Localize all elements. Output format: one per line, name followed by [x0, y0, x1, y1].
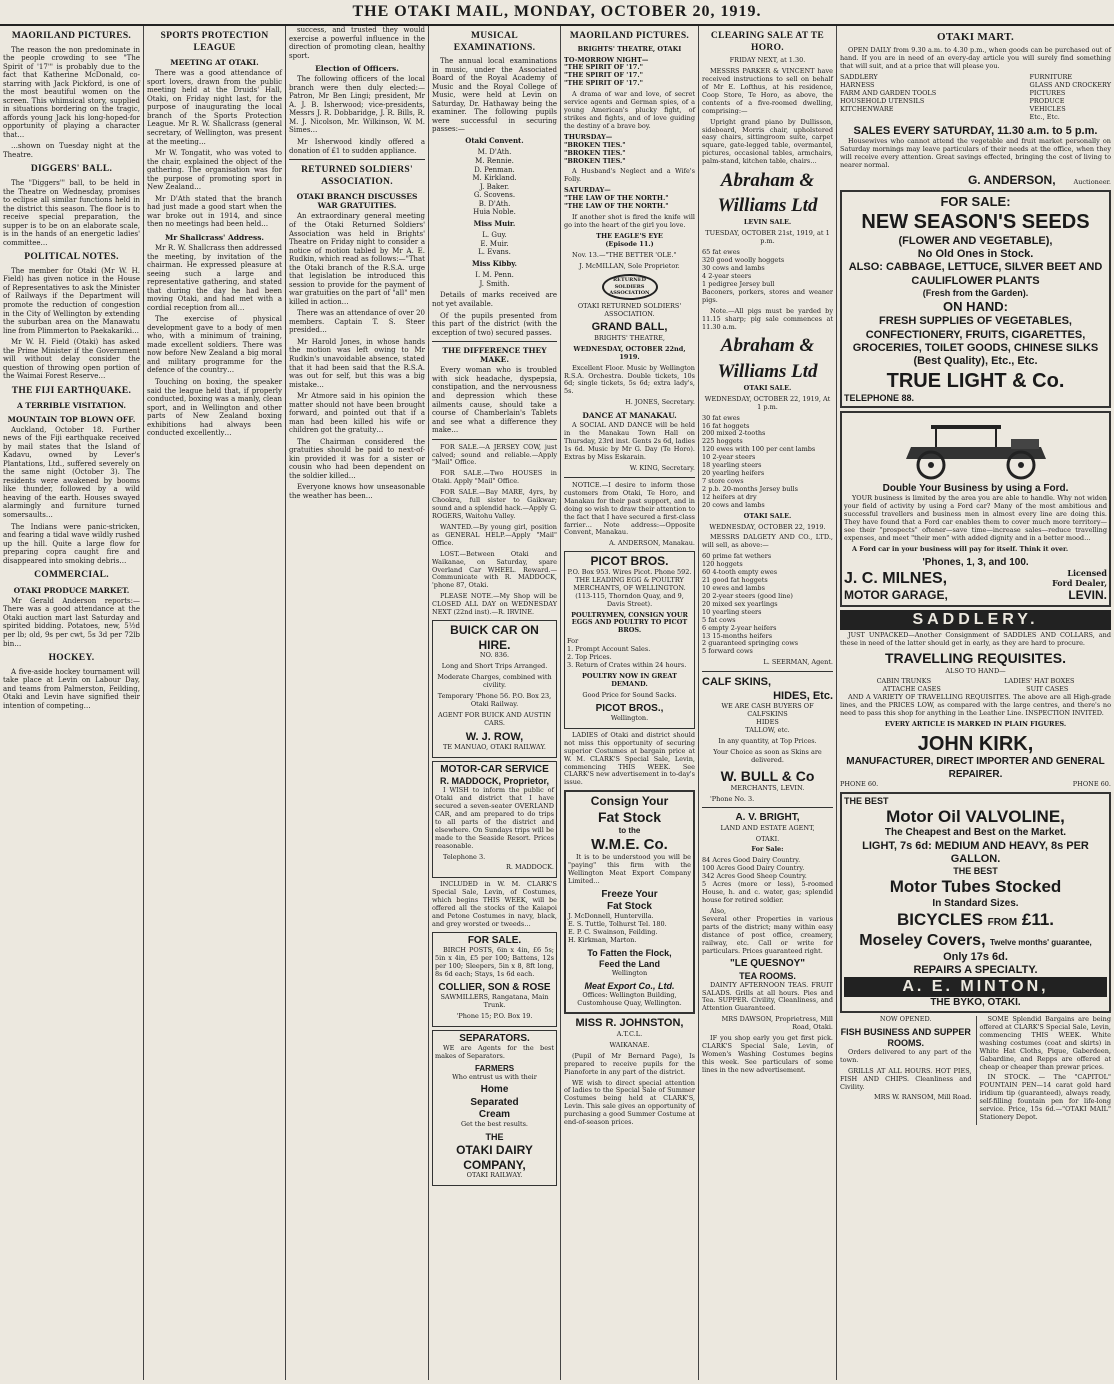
ad-title: SALES EVERY SATURDAY, 11.30 a.m. to 5 p.m. — [853, 124, 1098, 137]
subhead: MEETING AT OTAKI. — [170, 58, 259, 68]
subhead: MOUNTAIN TOP BLOWN OFF. — [7, 414, 136, 424]
ad-line: No Old Ones in Stock. — [917, 248, 1034, 261]
article-text: Touching on boxing, the speaker said the league held that, if properly conducted, boxing was a manly, clean sport, and in Wellington and other parts of New Zealand boxing exhibitions had always been conducted excellently… — [147, 377, 282, 438]
ad-motor-car-service — [432, 761, 557, 878]
ad-text: In any quantity, at Top Prices. — [718, 736, 817, 745]
ad-text: LEVIN SALE. — [743, 218, 792, 227]
ad-line: LIGHT, 7s 6d: MEDIUM AND HEAVY, 8s PER GALLON. — [862, 839, 1089, 865]
divider — [564, 477, 695, 478]
ad-signature: L. SEERMAN, Agent. — [763, 658, 833, 667]
ad-text: Temporary 'Phone 56. P.O. Box 23, Otaki Railway. — [437, 692, 552, 708]
column-1 — [0, 26, 143, 1380]
headline-musical-exams: MUSICAL EXAMINATIONS. — [453, 31, 536, 53]
classified-ad: FOR SALE.—Bay MARE, 4yrs, by Chookra, full sister to Gaikwar; sound and a splendid hack.—Apply G. ROGERS, Waitohu Valley. — [432, 488, 557, 520]
ad-text: P.O. Box 953. Wires Picot. Phone 592. THE LEADING EGG & POULTRY MERCHANTS, OF WELLINGTON. (113-115, Thorndon Quay, and 9, Davis Street). — [567, 567, 692, 608]
subhead: THE DIFFERENCE THEY MAKE. — [442, 346, 547, 365]
article-text: The "Diggers'" ball, to be held in the Theatre on Wednesday, promises to eclipse all similar functions held in the district this season. The floor is to receive special preparation, the supper is to be on an elaborate scale, is in the hands of an energetic ladies' committee… — [3, 179, 140, 247]
ad-name: OTAKI DAIRY — [456, 1142, 533, 1157]
classified-ad: IF you shop early you get first pick. CLARK'S Special Sale, Levin, of Women's Washing Costumes begins this week. See particulars of some lines in the new advertisement. — [702, 1034, 833, 1074]
ad-text: JUST UNPACKED—Another Consignment of SADDLES AND COLLARS, and these in need of the latter should get in early, as they are hard to procure. — [840, 630, 1111, 647]
ad-line: £11. — [1021, 910, 1055, 930]
abraham-williams-logo: Abraham & — [720, 335, 815, 357]
classified-ad: WE wish to direct special attention of ladies to the Special Sale of Summer Costumes being held at CLARK'S, Levin. This sale gives an opportunity of purchasing a good Summer Costume at end-of-season prices. — [564, 1078, 695, 1127]
ad-line: THE BEST — [844, 795, 889, 806]
masthead-title: THE OTAKI MAIL, MONDAY, OCTOBER 20, 1919. — [352, 3, 762, 20]
headline-fiji: THE FIJI EARTHQUAKE. — [11, 385, 132, 396]
ad-text: NO. 836. — [479, 651, 510, 660]
ad-text: OTAKI SALE. — [743, 511, 792, 520]
ad-text: AGENT FOR BUICK AND AUSTIN CARS. — [437, 710, 552, 727]
subhead: Mr Shallcrass' Address. — [164, 232, 265, 242]
ad-line: Ford Dealer, — [1052, 577, 1107, 588]
ad-text: MESSRS DALGETY AND CO., LTD., will sell, as above:— — [702, 533, 833, 550]
ad-text: ALSO TO HAND— — [945, 666, 1006, 675]
ad-line: TELEPHONE 88. — [844, 393, 915, 404]
names-list: I. M. Penn. J. Smith. — [475, 271, 514, 288]
column-3 — [286, 26, 428, 1380]
ad-title: PICOT BROS. — [590, 554, 669, 569]
ad-minton — [840, 792, 1111, 1013]
ad-text: Excellent Floor. Music by Wellington R.S.A. Orchestra. Double tickets, 10s 6d; single tickets, 5s 6d; extra lady's, 5s. — [564, 363, 695, 396]
ad-text: A.T.C.L. — [616, 1029, 643, 1038]
article-text: A five-aside hockey tournament will take place at Levin on Labour Day, and teams from Palmerston, Feilding, Otaki and Levin have signified their intention of competing… — [3, 667, 140, 710]
classified-ad: INCLUDED in W. M. CLARK'S Special Sale, Levin, of Costumes, which begins THIS WEEK, will be offered all the stocks of the Kaiapoi and Petone Costumes in navy, black, and grey worsted or tweeds… — [432, 880, 557, 928]
ad-text: AND A VARIETY OF TRAVELLING REQUISITES. The above are all High-grade lines, and the PRICES LOW, as compared with the large centres, and there's no need to pass this shop for anything in the Leather Line. INSPECTION INVITED. — [840, 693, 1111, 718]
ad-line: In Standard Sizes. — [932, 898, 1019, 910]
ad-title: FISH BUSINESS AND SUPPER ROOMS. — [840, 1026, 971, 1048]
ad-line: Cream — [478, 1108, 511, 1120]
ad-title: SEPARATORS. — [459, 1032, 530, 1044]
divider — [702, 671, 833, 672]
ad-text: WEDNESDAY, OCTOBER 22, 1919. — [709, 522, 826, 531]
kirk-phones — [840, 781, 1111, 789]
ad-text: Get the best results. — [460, 1120, 529, 1129]
ad-text: Who entrust us with their — [452, 1072, 537, 1081]
ad-title: TRAVELLING REQUISITES. — [885, 650, 1066, 667]
ad-text: Note.—All pigs must be yarded by 11.15 sharp; pig sale commences at 11.30 a.m. — [702, 306, 833, 331]
classified-ad: FOR SALE.—A JERSEY COW, just calved; sound and reliable.—Apply "Mail" Office. — [432, 442, 557, 467]
ad-text: It is to be understood you will be "paying" this firm with the Wellington Meat Export Company Limited… — [568, 853, 691, 885]
article-text: Every woman who is troubled with sick headache, dyspepsia, constipation, and the nervousness and depression which these ailments cause, should take a course of Chamberlain's Tablets and see what a difference they make… — [432, 366, 557, 435]
ad-title: Double Your Business by using a Ford. — [882, 483, 1069, 495]
ad-text: Moderate Charges, combined with civility. — [437, 673, 552, 690]
mart-signature — [840, 173, 1111, 188]
ad-text: BRIGHTS' THEATRE, — [594, 333, 665, 342]
ford-car-icon — [891, 417, 1061, 481]
ad-fish-business — [840, 1016, 972, 1125]
ad-line: Only 17s 6d. — [943, 950, 1008, 963]
article-text: Mr Isherwood kindly offered a donation of £1 to sudden appliance. — [289, 137, 425, 155]
column-5 — [561, 26, 698, 1380]
ad-ford — [840, 411, 1111, 607]
ad-buick-hire — [432, 620, 557, 758]
ad-text: Nov. 13.—"THE BETTER 'OLE." — [572, 250, 677, 259]
ad-line: Licensed — [1067, 567, 1107, 578]
ad-text: Wellington — [611, 968, 648, 977]
ad-separators — [432, 1030, 557, 1186]
headline-clearing-sale: CLEARING SALE AT TE HORO. — [710, 31, 825, 53]
ad-text: 'Phone 15; P.O. Box 19. — [456, 1011, 533, 1020]
article-text: An extraordinary general meeting of the Otaki Returned Soldiers' Association was held in Brights' Theatre on Friday night to consider a notice of motion tabled by Mr A. E. Rudkin, which read as follows:—"That the Otaki branch of the R.S.A. urge that legislation be introduced this session to provide for the payment of war gratuities on the part of "all" men killed in action… — [289, 212, 425, 306]
abraham-williams-logo: Abraham & — [720, 170, 815, 192]
ad-signature: R. MADDOCK. — [505, 863, 554, 872]
headline-rsa: RETURNED SOLDIERS' ASSOCIATION. — [301, 165, 413, 187]
ad-name: J. C. MILNES, — [844, 569, 948, 587]
ad-text: OTAKI RAILWAY. — [466, 1171, 523, 1180]
ad-line: Feed the Land — [598, 958, 660, 969]
article-text: The reason the non predominate in the people crowding to see "The Spirit of '17'" is probably due to the fact that Katherine McDonald, co-starring with Jack Pickford, is one of the most beautiful women on the screen. This whimsical story, supplied in situations bordering on the tragic, affords young Jack his long-hoped-for opportunity of playing a character that… — [3, 45, 140, 139]
ad-text: WE are Agents for the best makes of Separators. — [435, 1043, 554, 1060]
ad-text: NOW OPENED. — [879, 1015, 932, 1024]
ad-text: WAIKANAE. — [609, 1040, 650, 1049]
ad-line: Freeze Your — [601, 888, 658, 900]
ad-name: W.M.E. Co. — [591, 835, 668, 853]
ad-text: Also, Several other Properties in various parts of the district; many within easy distance of post office, creamery, railway, etc. Call or write for particulars. Prices guaranteed right. — [702, 906, 833, 955]
ad-text: Auctioneer. — [1073, 177, 1111, 186]
ad-name: A. V. BRIGHT, — [735, 812, 800, 824]
ad-line: Fat Stock — [597, 808, 661, 825]
ad-name: R. MADDOCK, Proprietor, — [439, 776, 549, 787]
subhead: A TERRIBLE VISITATION. — [16, 401, 127, 411]
ad-name: PICOT BROS., — [595, 702, 664, 714]
ad-line: PHONE 60. — [1072, 779, 1111, 788]
ad-line: Separated — [470, 1096, 519, 1108]
ad-true-light — [840, 190, 1111, 408]
classified-ad: LOST.—Between Otaki and Waikanae, on Saturday, spare Overland Car WHEEL. Reward.—Communicate with R. MADDOCK, 'phone 87, Otaki. — [432, 549, 557, 590]
ad-text: NOTICE.—I desire to inform those customers from Otaki, Te Horo, and Manakau for their past support, and in doing so wish to draw their attention to the fact that I have secured a first-class farrier… Note address:—Opposite Convent, Manakau. — [564, 480, 695, 537]
ad-text: 'Phone No. 3. — [710, 794, 755, 803]
article-text: The Indians were panic-stricken, and fearing a tidal wave wildly rushed up the hill. Quite a large flow for preparing copra caught fire and disappeared into smoking debris… — [3, 522, 140, 565]
list-heading: Miss Kibby. — [472, 258, 517, 268]
ad-text: BIRCH POSTS, 6in x 4in, £6 5s; 5in x 4in, £5 per 100; Battens, 12s per 100; Sleepers, 5in x 8, 8ft long, 8s 6d each; Stays, 1s 6d each. — [435, 946, 554, 978]
ad-text: DAINTY AFTERNOON TEAS. FRUIT SALADS. Grills at all hours. Pies and Tea. SUPPER. Civility, Cleanliness, and Attention Guaranteed. — [702, 980, 833, 1013]
ad-name: COMPANY, — [463, 1157, 526, 1172]
ad-line: FOR SALE: — [940, 194, 1011, 210]
mart-list-right: FURNITURE GLASS AND CROCKERY PICTURES PRODUCE VEHICLES Etc., Etc. — [1029, 73, 1111, 121]
ad-for-sale-posts — [432, 932, 557, 1027]
milnes-dealer — [1052, 569, 1107, 589]
ad-line: REPAIRS A SPECIALTY. — [913, 963, 1038, 976]
stock-list: 60 prime fat wethers 120 hoggets 60 4-tooth empty ewes 21 good fat hoggets 10 ewes and lambs 20 2-year steers (good line) 20 mixed sex yearlings 10 yearling steers 5 fat cows 6 empty 2-year heifers 13 15-months heifers 2 guaranteed springing cows 5 forward cows — [702, 552, 799, 656]
ad-wme-fat-stock — [564, 790, 695, 1014]
article-text: Mr Harold Jones, in whose hands the motion was left owing to Mr Rudkin's unavoidable absence, stated that it had been said that the R.S.A. was out for self, but this was a big mistake… — [289, 337, 425, 389]
ad-signature: MRS DAWSON, Proprietress, Mill Road, Otaki. — [721, 1015, 833, 1032]
ad-line: LADIES' HAT BOXES — [1004, 677, 1075, 686]
ad-line: (FLOWER AND VEGETABLE), — [898, 234, 1053, 247]
ad-line: FROM — [987, 917, 1018, 929]
ad-line: to the — [618, 826, 641, 836]
ad-title: MOTOR-CAR SERVICE — [440, 764, 549, 776]
ad-text: TUESDAY, OCTOBER 21st, 1919, at 1 p.m. — [705, 229, 830, 246]
ad-line: THE BEST — [953, 866, 998, 877]
headline-maoriland: MAORILAND PICTURES. — [11, 31, 132, 41]
bottom-ads — [840, 1016, 1111, 1125]
ad-text: Good Price for Sound Sacks. — [582, 690, 677, 699]
article-text: Mr W. Tongatit, who was voted to the chair, explained the object of the gathering. The organisation was for the purpose of promoting sport in New Zealand… — [147, 149, 282, 192]
article-text: Of the pupils presented from this part of the district (with the exception of two) secured passes. — [432, 311, 557, 337]
classified-ad: IN STOCK. — The "CAPITOL" FOUNTAIN PEN—14 carat gold hard iridium tip (guaranteed), always ready, self-filling fountain pen for life-long service. Price, 15s 6d.—"OTAKI MAIL" Stationery Depot. — [979, 1073, 1111, 1122]
programme: THE EAGLE'S EYE (Episode 11.) — [596, 231, 663, 248]
article-text: success, and trusted they would exercise a powerful influence in the direction of promoting clean, healthy sport. — [289, 26, 425, 60]
ad-subtitle: TEA ROOMS. — [739, 970, 796, 981]
ad-name: COLLIER, SON & ROSE — [438, 981, 551, 993]
abraham-williams-logo: Williams Ltd — [717, 360, 818, 382]
ad-line: Twelve months' guarantee, — [989, 937, 1092, 947]
list-heading: Miss Muir. — [473, 218, 516, 228]
ad-text: WEDNESDAY, OCTOBER 22nd, 1919. — [573, 344, 686, 361]
ad-text: Telephone 3. — [443, 852, 486, 861]
programme: TO-MORROW NIGHT— "THE SPIRIT OF '17." "THE SPIRIT OF '17." "THE SPIRIT OF '17." — [564, 55, 649, 88]
ad-text: EVERY ARTICLE IS MARKED IN PLAIN FIGURES. — [884, 720, 1067, 729]
article-text: Everyone knows how unseasonable the weather has been… — [289, 483, 425, 500]
ad-text: Orders delivered to any part of the town. — [840, 1047, 972, 1064]
article-text: There was a good attendance of sport lovers, drawn from the public meeting held at the Druids' Hall, Otaki, on Friday night last, for the purpose of inaugurating the local branch of the Sports Protection League. Mr R. W. Shallcrass (general secretary, of Wellington, was present at the meeting… — [147, 69, 282, 146]
headline-hockey: HOCKEY. — [48, 653, 95, 664]
ad-line: To Fatten the Flock, — [587, 947, 672, 958]
article-text: Mr W. H. Field (Otaki) has asked the Prime Minister if the Government will without delay consider the question of throwing open portion of the Waimai Forest Reserve… — [3, 338, 140, 381]
article-text: The member for Otaki (Mr W. H. Field) has given notice in the House of Representatives to ask the Minister of Railways if the Department will promote the reduction of congestion in the City of Wellington by extending the suburban area on the Manawatu line from Plimmerton to Paekakariki… — [3, 266, 140, 335]
ad-name: TRUE LIGHT & Co. — [886, 369, 1065, 392]
ad-text: If another shot is fired the knife will go into the heart of the girl you love. — [564, 213, 695, 230]
subhead: DANCE AT MANAKAU. — [582, 411, 677, 421]
column-6 — [699, 26, 836, 1380]
article-text: Auckland, October 18. Further news of the Fiji earthquake received by mail states that the Island of Kadavu, owned by Lever's Plantations, Ltd., suffered severely on the same night (October 3). The residents were awakened by booms like thunder, followed by a wild heaving of the earth. Houses swayed alarmingly and furniture turned somersaults… — [3, 425, 140, 519]
ad-signature: A. ANDERSON, Manakau. — [609, 539, 695, 548]
ad-text: For Sale: — [751, 845, 784, 854]
ad-text: Wellington. — [610, 713, 649, 722]
ad-subtitle: FARMERS — [474, 1063, 515, 1073]
divider — [289, 159, 425, 160]
headline-political-notes: POLITICAL NOTES. — [24, 252, 119, 263]
ad-name: A. E. MINTON, — [844, 977, 1107, 997]
ad-text: Offices: Wellington Building, Customhouse Quay, Wellington. — [577, 990, 682, 1007]
ad-line: THE BYKO, OTAKI. — [930, 996, 1021, 1008]
ad-text: POULTRYMEN, CONSIGN YOUR EGGS AND POULTRY TO PICOT BROS. — [571, 610, 688, 635]
ad-title: FOR SALE. — [467, 934, 522, 946]
masthead — [0, 0, 1114, 26]
milnes-row-2 — [844, 588, 1107, 603]
ad-text: MESSRS PARKER & VINCENT have received instructions to sell on behalf of Mr E. Lofthus, at his residence, Coop Store, Te Horo, as above, the contents of a five-roomed dwelling, comprising:— — [702, 67, 833, 115]
ad-title: HIDES, Etc. — [773, 689, 833, 702]
ad-title: Motor Oil VALVOLINE, — [886, 806, 1065, 826]
ad-line: Consign Your — [590, 794, 669, 809]
ad-text: OPEN DAILY from 9.30 a.m. to 4.30 p.m., when goods can be purchased out of hand. If you are in need of an every-day article you will surely find something that will suit, and at a price that will please you. — [840, 46, 1111, 71]
ad-line: The Cheapest and Best on the Market. — [884, 827, 1067, 839]
trav-row — [840, 678, 1111, 686]
article-text: The annual local examinations in music, under the Associated Board of the Royal Academy of Music and the Royal College of Music, were held at Levin on Saturday, Dr. Hathaway being the examiner. The following pupils were successful in securing passes:— — [432, 57, 557, 134]
ad-line: ATTACHE CASES — [882, 685, 941, 694]
ad-line: BICYCLES — [896, 910, 983, 930]
ad-text: A SOCIAL AND DANCE will be held in the Manakau Town Hall on Thursday, 23rd inst. Gents 2s 6d, ladies 1s 6d. Music by Mr G. Day (Te Horo). Extras by Miss Eskarain. — [564, 421, 695, 462]
divider — [702, 807, 833, 808]
ad-picot-bros — [564, 551, 695, 729]
ad-title: SADDLERY. — [840, 610, 1111, 630]
ad-line: Moseley Covers, — [859, 931, 986, 949]
ad-title: CALF SKINS, — [702, 676, 772, 689]
article-text: Mr D'Ath stated that the branch had just made a good start when the war broke out in 1914, and since then no meetings had been held… — [147, 194, 282, 229]
subhead: OTAKI BRANCH DISCUSSES WAR GRATUITIES. — [296, 192, 418, 211]
subhead: Election of Officers. — [315, 64, 399, 74]
ad-line: (Fresh from the Garden). — [922, 288, 1029, 299]
article-text: Mr Atmore said in his opinion the matter should not have been brought forward, and pointed out that if a man had been killed his wife or children got the gratuity… — [289, 392, 425, 435]
ad-text: FRIDAY NEXT, at 1.30. — [729, 56, 806, 65]
ad-title: BUICK CAR ON HIRE. — [450, 623, 539, 652]
ad-line: LEVIN. — [1068, 588, 1107, 603]
ad-name: JOHN KIRK, — [917, 732, 1034, 755]
list-heading: Otaki Convent. — [465, 135, 524, 145]
ad-line: PHONE 60. — [840, 779, 879, 788]
ad-text: A Ford car in your business will pay for itself. Think it over. — [852, 544, 1069, 553]
ad-text: J. McDonnell, Huntervilla. E. S. Tuttle, Tolhurst Tel. 180. E. P. C. Swainson, Feilding. H. Kirkman, Marton. — [568, 912, 667, 944]
programme: SATURDAY— "THE LAW OF THE NORTH." "THE LAW OF THE NORTH." — [564, 186, 669, 211]
names-list: L. Guy. E. Muir. L. Evans. — [478, 231, 511, 257]
article-text: The following officers of the local branch were then duly elected:—Patron, Mr Ben Lingi; president, Mr A. J. B. Isherwood; vice-presidents, Messrs J. R. Dobbaridge, J. R. Bills, R. M. J. Nicolson, Mr. Wilkinson, W. M. Simes… — [289, 75, 425, 135]
classified-ad: LADIES of Otaki and district should not miss this opportunity of securing superior Costumes at bargain price at W. M. CLARK'S Special Sale, Levin, commencing THIS WEEK. See CLARK'S new advertisement in to-day's issue. — [564, 730, 695, 787]
ad-title: GRAND BALL, — [591, 321, 668, 334]
ad-line: FRESH SUPPLIES OF VEGETABLES, CONFECTIONERY, FRUITS, CIGARETTES, GROCERIES, TOILET GOODS, CHINESE SILKS — [852, 315, 1099, 354]
names-list: M. D'Ath. M. Rennie. D. Penman. M. Kirkland. J. Baker. G. Scovens. B. D'Ath. Huia Noble. — [472, 148, 517, 217]
ad-line: MANUFACTURER, DIRECT IMPORTER AND GENERAL REPAIRER. — [846, 756, 1105, 780]
ad-signature: J. McMILLAN, Sole Proprietor. — [579, 261, 680, 270]
ad-text: I WISH to inform the public of Otaki and district that I have secured a seven-seater OVERLAND CAR, and am prepared to do trips to all parts of the district and elsewhere. On Sundays trips will be made to the Seaside Resort. Prices reasonable. — [435, 786, 554, 850]
ad-text: OTAKI. — [755, 834, 780, 843]
ad-text: For 1. Prompt Account Sales. 2. Top Prices. 3. Return of Crates within 24 hours. — [567, 637, 687, 670]
ad-clark-stock — [976, 1016, 1112, 1125]
ad-text: YOUR business is limited by the area you are able to handle. Why not widen your field of activity by using a Ford car? Many of the most ambitious and successful travellers and business men in almost every line are doing this. They have found that a Ford car enables them to cover much more territory—see their "prospects" oftener—save time—increase sales—reduce travelling expenses, and meet "their men" with added dignity and in a better mood… — [844, 494, 1107, 542]
ad-title: "LE QUESNOY" — [729, 958, 806, 970]
article-text: The exercise of physical development gave to a body of men who, with a minimum of training, made excellent soldiers. There was now before New Zealand a big moral and military programme for the defence of the country… — [147, 315, 282, 375]
classified-ad: PLEASE NOTE.—My Shop will be CLOSED ALL DAY on WEDNESDAY NEXT (22nd inst).—R. IRVINE. — [432, 592, 557, 617]
ad-line: Fat Stock — [606, 900, 652, 912]
ad-signature: W. KING, Secretary. — [629, 464, 695, 472]
mart-lines — [840, 74, 1111, 125]
ad-text: Long and Short Trips Arranged. — [441, 662, 548, 671]
moseley-line — [844, 931, 1107, 951]
divider — [432, 439, 557, 440]
headline-maoriland-ad: MAORILAND PICTURES. — [569, 31, 690, 41]
programme: THURSDAY— "BROKEN TIES." "BROKEN TIES." "BROKEN TIES." — [564, 132, 626, 165]
classified-ad: WANTED.—By young girl, position as GENERAL HELP.—Apply "Mail" Office. — [432, 522, 557, 547]
ad-text: WE ARE CASH BUYERS OF CALFSKINS HIDES TALLOW, etc. — [721, 702, 814, 734]
divider — [432, 341, 557, 342]
ad-line: Home — [480, 1084, 509, 1096]
mart-list-left: SADDLERY HARNESS FARM AND GARDEN TOOLS HOUSEHOLD UTENSILS KITCHENWARE — [840, 73, 937, 113]
column-2 — [144, 26, 285, 1380]
ad-line: THE — [485, 1131, 504, 1142]
ad-name: W. BULL & Co — [720, 767, 815, 784]
ad-title: MISS R. JOHNSTON, — [575, 1017, 684, 1030]
ad-text: Upright grand piano by Dullisson, sideboard, Morris chair, upholstered easy chairs, sittingroom suite, carpet square, gate-legged table, overmantel, pictures, occasional tables, armchairs, palm-stand, kitchen table, chairs… — [702, 117, 833, 166]
ad-text: A drama of war and love, of secret service agents and German spies, of a young American's plucky fight, of strikes and fights, and of love guiding the destiny of a brave boy. — [564, 90, 695, 130]
ad-name: W. J. ROW, — [465, 730, 524, 743]
article-text: Mr R. W. Shallcrass then addressed the meeting, by invitation of the chairman. He expressed pleasure at seeing such a large and representative gathering, and stated that during the day he had been moving Otaki, and had met with a cordial reception from all… — [147, 244, 282, 312]
column-7 — [837, 26, 1114, 1380]
ad-text: OTAKI RETURNED SOLDIERS' ASSOCIATION. — [577, 301, 682, 318]
article-text: …shown on Tuesday night at the Theatre. — [3, 142, 140, 159]
ad-line: MOTOR GARAGE, — [844, 588, 948, 603]
ad-text: 84 Acres Good Dairy Country. 100 Acres Good Dairy Country. 342 Acres Good Sheep Country. 5 Acres (more or less), 5-roomed House, h. and c. water, gas; splendid house for retired soldier. — [702, 856, 833, 904]
ad-text: MERCHANTS, LEVIN. — [730, 783, 805, 792]
ad-title: NEW SEASON'S SEEDS — [861, 211, 1090, 234]
milnes-row — [844, 569, 1107, 589]
rsa-badge-text: RETURNED SOLDIERS ASSOCIATION — [609, 277, 650, 296]
ad-text: GRILLS AT ALL HOURS. HOT PIES, FISH AND CHIPS. Cleanliness and Civility. — [840, 1066, 972, 1091]
headline-diggers-ball: DIGGERS' BALL. — [30, 164, 113, 175]
ad-line: ALSO: CABBAGE, LETTUCE, SILVER BEET AND CAULIFLOWER PLANTS — [848, 261, 1103, 287]
ad-line: 'Phones, 1, 3, and 100. — [922, 556, 1029, 568]
headline-otaki-mart: OTAKI MART. — [936, 31, 1015, 43]
subhead: OTAKI PRODUCE MARKET. — [13, 585, 130, 595]
rsa-badge-icon — [602, 274, 658, 300]
stock-list: 65 fat ewes 320 good woolly hoggets 30 cows and lambs 4 2-year steers 1 pedigree Jersey bull Baconers, porkers, stores and weaner pigs. — [702, 248, 833, 304]
ad-text: LAND AND ESTATE AGENT, — [720, 823, 815, 832]
article-text: Mr Gerald Anderson reports:—There was a good attendance at the Otaki auction mart last Saturday and spirited bidding. Potatoes, new, 5½d per lb; old, 9s per cwt, 5s 3d per 72lb bin… — [3, 596, 140, 648]
ad-text: Your Choice as soon as Skins are delivered. — [713, 747, 822, 764]
ad-signature: MRS W. RANSOM, Mill Road. — [874, 1093, 972, 1102]
ad-text: (Pupil of Mr Bernard Page), Is prepared to receive pupils for the Pianoforte in any part of the district. — [564, 1051, 695, 1076]
bicycles-line — [844, 910, 1107, 931]
ad-line: CABIN TRUNKS — [876, 677, 932, 686]
ad-text: SAWMILLERS, Rangatana, Main Trunk. — [440, 992, 549, 1009]
ad-line: ON HAND: — [943, 299, 1008, 315]
article-text: The Chairman considered the gratuities should be paid to next-of-kin provided it was for a sister or cousin who had been dependent on the soldier killed… — [289, 437, 425, 480]
ad-text: A Husband's Neglect and a Wife's Folly. — [564, 167, 695, 184]
article-text: Details of marks received are not yet available. — [432, 291, 557, 308]
ad-subtitle: BRIGHTS' THEATRE, OTAKI — [577, 44, 682, 53]
ad-signature: H. JONES, Secretary. — [625, 398, 695, 407]
ad-text: TE MANUAO, OTAKI RAILWAY. — [443, 743, 546, 752]
ad-name: Meat Export Co., Ltd. — [584, 980, 675, 991]
ad-text: POULTRY NOW IN GREAT DEMAND. — [581, 671, 678, 688]
ad-line: SUIT CASES — [1026, 685, 1069, 694]
abraham-williams-logo: Williams Ltd — [717, 195, 818, 217]
column-4 — [429, 26, 560, 1380]
classified-ad: SOME Splendid Bargains are being offered at CLARK'S Special Sale, Levin, commencing THIS WEEK. White washing costumes (coat and skirts) in White Hat Cloths, Pique, Gaberdeen, Gabardine, and Repps are offered at cheap or cheaper than prewar prices. — [979, 1015, 1111, 1071]
ad-title: Motor Tubes Stocked — [889, 877, 1062, 897]
article-text: There was an attendance of over 20 members. Captain T. S. Steer presided… — [289, 309, 425, 335]
headline-sports-league: SPORTS PROTECTION LEAGUE — [160, 31, 269, 53]
ad-text: OTAKI SALE. — [743, 383, 792, 392]
classified-ad: FOR SALE.—Two HOUSES in Otaki. Apply "Mail" Office. — [432, 469, 557, 486]
stock-list: 30 fat ewes 16 fat hoggets 200 mixed 2-tooths 225 hoggets 120 ewes with 100 per cent lambs 10 2-year steers 18 yearling steers 20 yearling heifers 7 store cows 2 p.b. 20-months Jersey bulls 12 heifers at dry 20 cows and lambs — [702, 413, 816, 509]
ad-name: G. ANDERSON, — [967, 172, 1056, 187]
ad-line: (Best Quality), Etc., Etc. — [913, 355, 1038, 368]
ad-text: WEDNESDAY, OCTOBER 22, 1919, At 1 p.m. — [704, 394, 831, 411]
ad-text: Housewives who cannot attend the vegetable and fruit market personally on Saturday mornings may leave particulars of their needs at the office, when they will receive every attention. Great savings effected, bringing the cost of living to nearer normal. — [840, 137, 1111, 169]
headline-commercial: COMMERCIAL. — [34, 570, 109, 581]
